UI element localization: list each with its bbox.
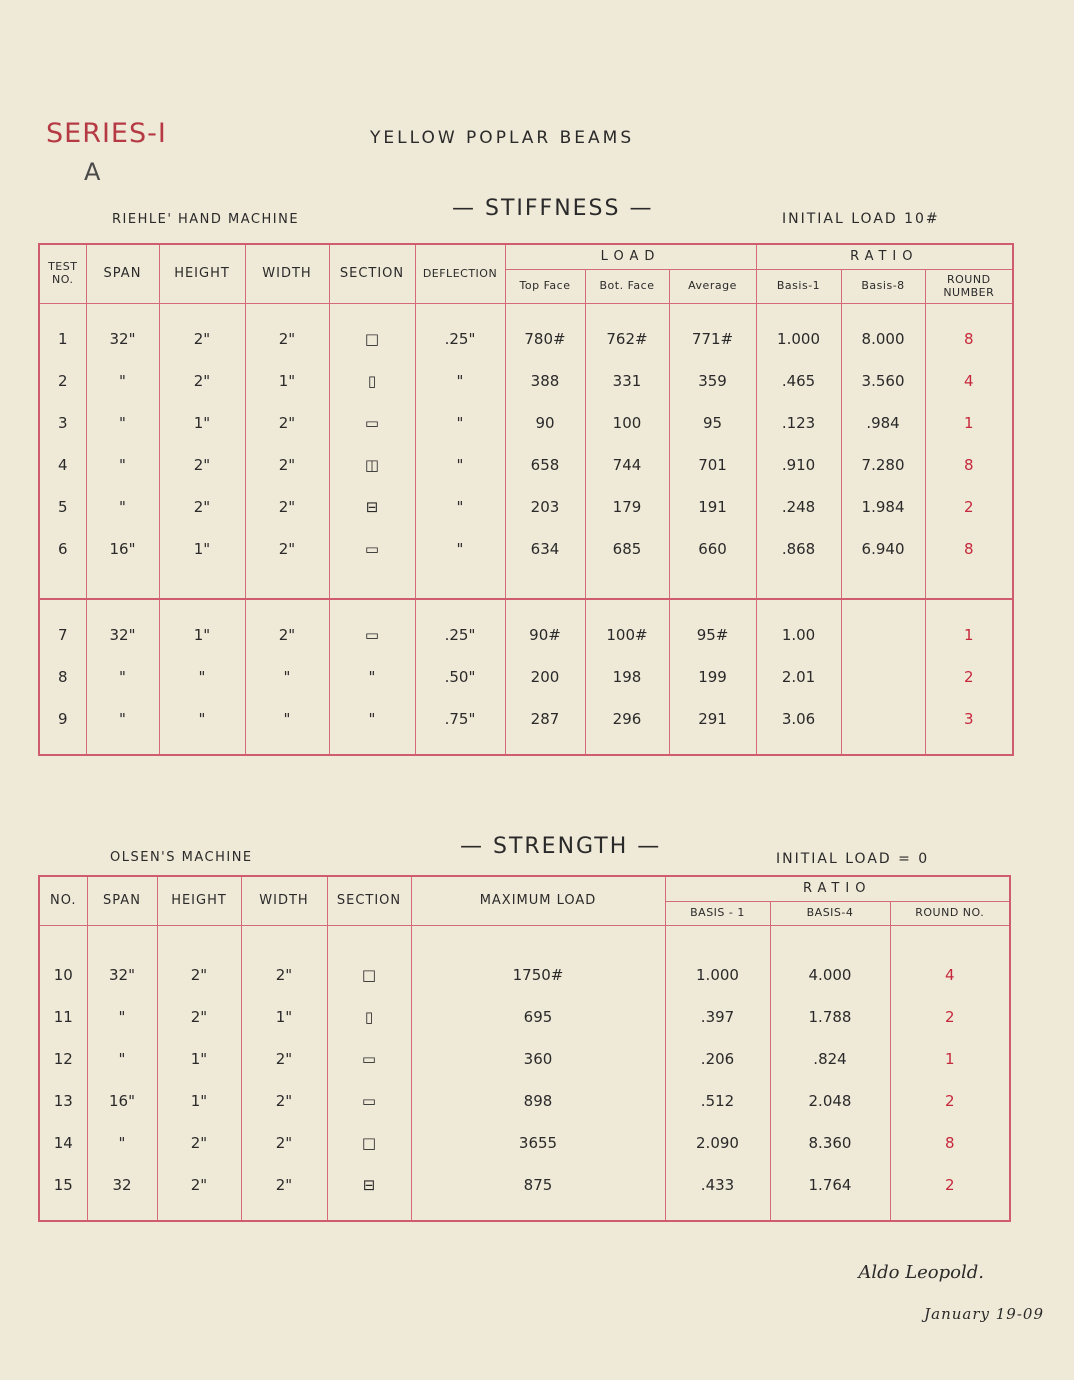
table-row — [39, 528, 1013, 570]
table-cell: ▭ — [327, 1080, 411, 1122]
table-cell: 2.090 — [665, 1122, 770, 1164]
stiffness-machine: RIEHLE' HAND MACHINE — [112, 212, 300, 227]
table-row — [39, 1038, 1010, 1080]
table-cell: 6 — [39, 528, 86, 570]
table-row — [39, 996, 1010, 1038]
table-cell — [841, 656, 925, 698]
header-top-face: Top Face — [505, 270, 585, 304]
table-cell: ▭ — [329, 528, 415, 570]
table-cell: 12 — [39, 1038, 87, 1080]
table-cell: 3655 — [411, 1122, 665, 1164]
table-cell: 2" — [241, 1122, 327, 1164]
table-cell: 1" — [159, 402, 245, 444]
table-cell: 2" — [159, 360, 245, 402]
table-cell: 32 — [87, 1164, 157, 1206]
table-cell: 8 — [890, 1122, 1010, 1164]
table-cell: 100 — [585, 402, 669, 444]
table-cell: 1 — [925, 614, 1013, 656]
table-cell: 16" — [86, 528, 159, 570]
table-cell: " — [86, 360, 159, 402]
header-load: LOAD — [505, 244, 756, 270]
strength-machine: OLSEN'S MACHINE — [110, 850, 253, 865]
table-cell: " — [159, 656, 245, 698]
table-cell: 1" — [245, 360, 329, 402]
table-row — [39, 360, 1013, 402]
table-cell: □ — [327, 1122, 411, 1164]
table-cell: 95 — [669, 402, 756, 444]
table-cell: 8 — [39, 656, 86, 698]
table-cell: 1" — [159, 614, 245, 656]
table-cell: 15 — [39, 1164, 87, 1206]
table-cell: .25" — [415, 318, 505, 360]
table-cell: " — [245, 656, 329, 698]
table-row — [39, 444, 1013, 486]
table-cell: " — [245, 698, 329, 740]
table-cell: 8.360 — [770, 1122, 890, 1164]
page-title: YELLOW POPLAR BEAMS — [370, 128, 635, 148]
table-cell: 2" — [157, 996, 241, 1038]
series-label: SERIES-I — [46, 118, 167, 149]
table-cell: " — [86, 402, 159, 444]
table-cell: 2" — [159, 444, 245, 486]
table-cell: 100# — [585, 614, 669, 656]
table-cell: " — [329, 698, 415, 740]
table-cell: 3.06 — [756, 698, 841, 740]
header-ratio: RATIO — [756, 244, 1013, 270]
table-cell: 13 — [39, 1080, 87, 1122]
table-cell: " — [86, 444, 159, 486]
table-cell: " — [159, 698, 245, 740]
table-row — [39, 402, 1013, 444]
table-cell: 1" — [157, 1080, 241, 1122]
table-cell: 4 — [39, 444, 86, 486]
header-max-load: MAXIMUM LOAD — [411, 876, 665, 926]
table-cell: .397 — [665, 996, 770, 1038]
table-cell: 90 — [505, 402, 585, 444]
table-cell: 2 — [925, 486, 1013, 528]
table-row — [39, 614, 1013, 656]
table-row — [39, 1080, 1010, 1122]
header-basis-1: BASIS - 1 — [665, 902, 770, 926]
table-cell: 875 — [411, 1164, 665, 1206]
table-cell: 1 — [39, 318, 86, 360]
table-cell: 1.000 — [756, 318, 841, 360]
header-round-no: ROUND NO. — [890, 902, 1010, 926]
table-cell: .25" — [415, 614, 505, 656]
header-no: NO. — [39, 876, 87, 926]
table-cell: 8.000 — [841, 318, 925, 360]
table-cell: .433 — [665, 1164, 770, 1206]
table-cell: 2" — [245, 318, 329, 360]
table-cell — [841, 698, 925, 740]
table-cell: " — [86, 486, 159, 528]
table-cell: " — [415, 360, 505, 402]
table-cell: ▭ — [329, 402, 415, 444]
table-cell: .910 — [756, 444, 841, 486]
table-cell: 360 — [411, 1038, 665, 1080]
table-cell: □ — [329, 318, 415, 360]
table-cell: 331 — [585, 360, 669, 402]
header-span: SPAN — [86, 244, 159, 304]
table-cell: 771# — [669, 318, 756, 360]
table-cell: 634 — [505, 528, 585, 570]
strength-title: — STRENGTH — — [460, 834, 662, 859]
table-cell: 898 — [411, 1080, 665, 1122]
table-cell: " — [415, 402, 505, 444]
table-cell: 1.764 — [770, 1164, 890, 1206]
table-cell: 2" — [245, 528, 329, 570]
table-cell: 8 — [925, 444, 1013, 486]
table-cell: .206 — [665, 1038, 770, 1080]
table-cell: " — [87, 1122, 157, 1164]
table-cell: 2 — [39, 360, 86, 402]
table-cell: 2" — [245, 402, 329, 444]
table-cell: ▭ — [327, 1038, 411, 1080]
header-section: SECTION — [327, 876, 411, 926]
table-cell: 2" — [245, 444, 329, 486]
table-cell: 14 — [39, 1122, 87, 1164]
table-cell: 388 — [505, 360, 585, 402]
table-row — [39, 1164, 1010, 1206]
table-cell: .75" — [415, 698, 505, 740]
header-basis-4: BASIS-4 — [770, 902, 890, 926]
table-cell: .984 — [841, 402, 925, 444]
table-cell: 32" — [87, 954, 157, 996]
table-cell: .248 — [756, 486, 841, 528]
table-cell: 1.000 — [665, 954, 770, 996]
table-cell: " — [87, 1038, 157, 1080]
table-cell: 2.048 — [770, 1080, 890, 1122]
header-test-no: TEST NO. — [39, 244, 86, 304]
table-cell: ▭ — [329, 614, 415, 656]
table-cell: 1.788 — [770, 996, 890, 1038]
table-cell: ▯ — [329, 360, 415, 402]
table-cell: 685 — [585, 528, 669, 570]
table-cell: 695 — [411, 996, 665, 1038]
header-span: SPAN — [87, 876, 157, 926]
table-cell: 780# — [505, 318, 585, 360]
table-row — [39, 1122, 1010, 1164]
table-cell: ⊟ — [327, 1164, 411, 1206]
table-cell: 1 — [925, 402, 1013, 444]
table-cell: 2 — [890, 1164, 1010, 1206]
table-cell: " — [415, 486, 505, 528]
table-cell: 11 — [39, 996, 87, 1038]
header-bot-face: Bot. Face — [585, 270, 669, 304]
header-deflection: DEFLECTION — [415, 244, 505, 304]
table-cell: 4 — [925, 360, 1013, 402]
table-cell: 291 — [669, 698, 756, 740]
header-basis-8: Basis-8 — [841, 270, 925, 304]
header-width: WIDTH — [245, 244, 329, 304]
table-row — [39, 656, 1013, 698]
table-row — [39, 954, 1010, 996]
table-cell: 1" — [241, 996, 327, 1038]
table-cell: 4.000 — [770, 954, 890, 996]
table-cell — [841, 614, 925, 656]
table-cell: 8 — [925, 528, 1013, 570]
table-cell: 199 — [669, 656, 756, 698]
table-cell: 191 — [669, 486, 756, 528]
table-cell: 296 — [585, 698, 669, 740]
table-cell: 1" — [159, 528, 245, 570]
table-cell: 179 — [585, 486, 669, 528]
table-cell: 3 — [925, 698, 1013, 740]
table-cell: 3.560 — [841, 360, 925, 402]
table-cell: 2" — [157, 1164, 241, 1206]
table-cell: " — [329, 656, 415, 698]
table-cell: ▯ — [327, 996, 411, 1038]
table-cell: 359 — [669, 360, 756, 402]
table-cell: 2" — [241, 1080, 327, 1122]
table-cell: 1.00 — [756, 614, 841, 656]
table-cell: 701 — [669, 444, 756, 486]
table-cell: 203 — [505, 486, 585, 528]
table-cell: 660 — [669, 528, 756, 570]
table-cell: ◫ — [329, 444, 415, 486]
signature: Aldo Leopold. — [858, 1262, 984, 1283]
table-cell: 744 — [585, 444, 669, 486]
table-cell: 32" — [86, 318, 159, 360]
header-height: HEIGHT — [159, 244, 245, 304]
table-cell: .465 — [756, 360, 841, 402]
header-width: WIDTH — [241, 876, 327, 926]
table-cell: 658 — [505, 444, 585, 486]
table-cell: 5 — [39, 486, 86, 528]
table-cell: 2" — [241, 954, 327, 996]
series-sub-label: A — [84, 158, 101, 186]
table-cell: " — [415, 528, 505, 570]
table-cell: .868 — [756, 528, 841, 570]
table-cell: 2" — [241, 1038, 327, 1080]
table-cell: .824 — [770, 1038, 890, 1080]
table-cell: " — [86, 656, 159, 698]
table-cell: 2" — [159, 318, 245, 360]
table-cell: 2" — [157, 954, 241, 996]
header-round-number: ROUND NUMBER — [925, 270, 1013, 304]
table-cell: 2 — [890, 996, 1010, 1038]
table-cell: .512 — [665, 1080, 770, 1122]
table-cell: 16" — [87, 1080, 157, 1122]
table-cell: 95# — [669, 614, 756, 656]
table-cell: 2 — [890, 1080, 1010, 1122]
table-cell: 3 — [39, 402, 86, 444]
date: January 19-09 — [924, 1305, 1044, 1323]
table-cell: " — [86, 698, 159, 740]
stiffness-initial-load: INITIAL LOAD 10# — [782, 211, 940, 227]
header-ratio: RATIO — [665, 876, 1010, 902]
header-basis-1: Basis-1 — [756, 270, 841, 304]
table-cell: " — [415, 444, 505, 486]
table-cell: " — [87, 996, 157, 1038]
table-cell: 1 — [890, 1038, 1010, 1080]
table-cell: 2.01 — [756, 656, 841, 698]
table-cell: 9 — [39, 698, 86, 740]
table-cell: ⊟ — [329, 486, 415, 528]
table-cell: 2" — [159, 486, 245, 528]
table-cell: 762# — [585, 318, 669, 360]
table-cell: 8 — [925, 318, 1013, 360]
table-cell: .50" — [415, 656, 505, 698]
stiffness-title: — STIFFNESS — — [452, 196, 654, 221]
table-cell: 1" — [157, 1038, 241, 1080]
stiffness-table — [38, 243, 1014, 756]
table-cell: 2" — [245, 486, 329, 528]
table-cell: 198 — [585, 656, 669, 698]
table-row — [39, 486, 1013, 528]
header-section: SECTION — [329, 244, 415, 304]
table-cell: 7.280 — [841, 444, 925, 486]
header-average: Average — [669, 270, 756, 304]
table-cell: 2" — [157, 1122, 241, 1164]
table-cell: 4 — [890, 954, 1010, 996]
table-row — [39, 318, 1013, 360]
table-cell: □ — [327, 954, 411, 996]
table-cell: 90# — [505, 614, 585, 656]
table-cell: 2" — [241, 1164, 327, 1206]
strength-table — [38, 875, 1011, 1222]
table-cell: 32" — [86, 614, 159, 656]
table-cell: 1750# — [411, 954, 665, 996]
strength-initial-load: INITIAL LOAD = 0 — [776, 851, 930, 867]
table-cell: 2" — [245, 614, 329, 656]
table-cell: 10 — [39, 954, 87, 996]
table-cell: .123 — [756, 402, 841, 444]
table-cell: 1.984 — [841, 486, 925, 528]
table-row — [39, 698, 1013, 740]
table-cell: 287 — [505, 698, 585, 740]
table-cell: 6.940 — [841, 528, 925, 570]
table-cell: 2 — [925, 656, 1013, 698]
header-height: HEIGHT — [157, 876, 241, 926]
table-cell: 200 — [505, 656, 585, 698]
table-cell: 7 — [39, 614, 86, 656]
